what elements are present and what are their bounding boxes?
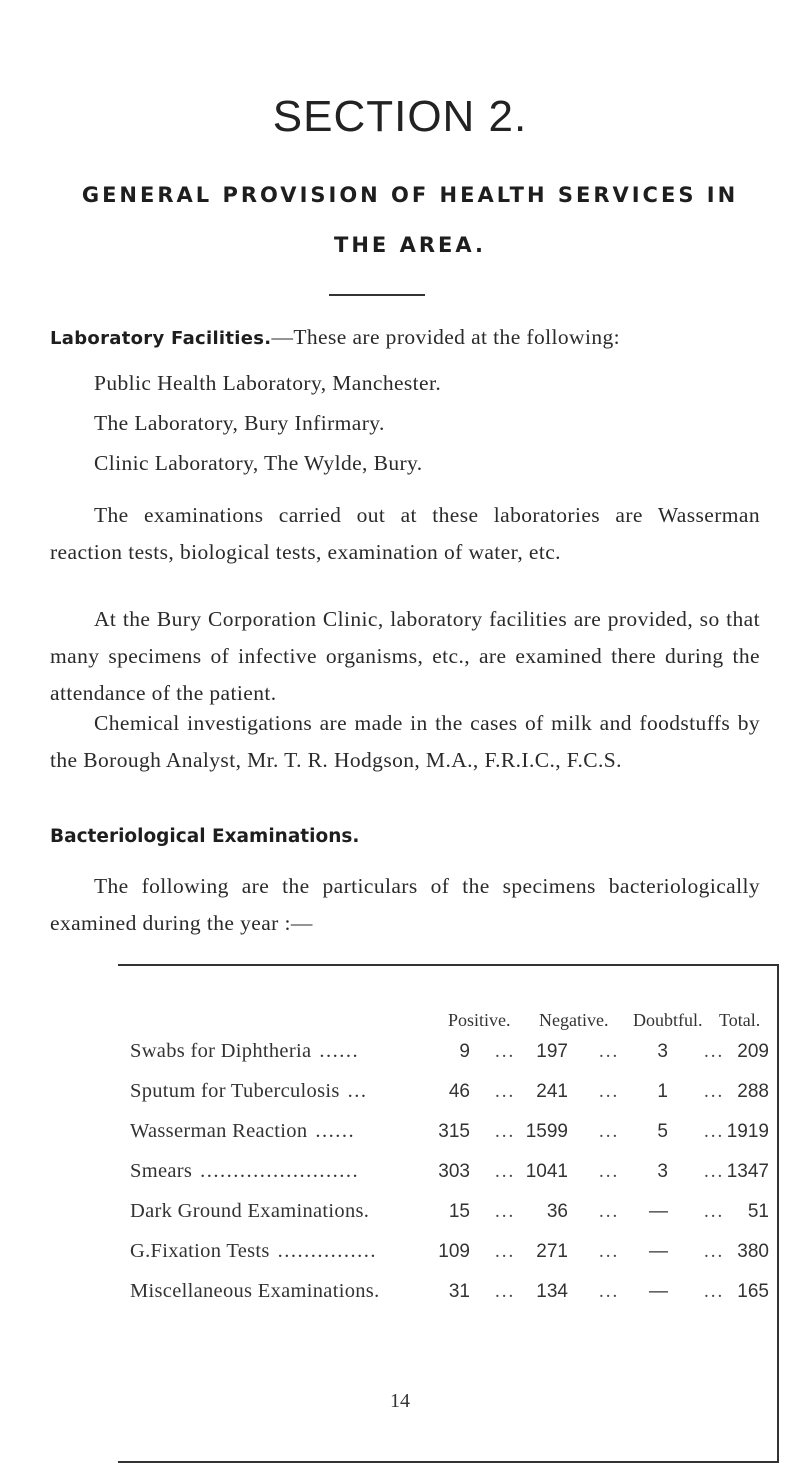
leader-dots: ... — [495, 1041, 516, 1062]
lab-item: Clinic Laboratory, The Wylde, Bury. — [94, 451, 423, 475]
leader-dots: ... — [704, 1281, 725, 1302]
col-header-doubtful: Doubtful. — [633, 1010, 703, 1030]
cell-negative: 1599 — [525, 1121, 568, 1142]
cell-negative: 197 — [536, 1041, 568, 1062]
leader-dots: ... — [704, 1201, 725, 1222]
leader-dots: ... — [704, 1241, 725, 1262]
laboratory-facilities-heading: Laboratory Facilities. — [50, 328, 272, 349]
cell-positive: 31 — [448, 1281, 470, 1302]
row-label-text: Wasserman Reaction — [130, 1120, 308, 1142]
cell-total: 1347 — [726, 1161, 769, 1182]
cell-negative: 1041 — [525, 1161, 568, 1182]
row-label-text: Smears — [130, 1160, 193, 1182]
leader-dots: ... — [704, 1161, 725, 1182]
col-header-positive: Positive. — [448, 1010, 511, 1030]
row-label — [130, 1200, 377, 1223]
leader-dots: ... — [495, 1201, 516, 1222]
cell-doubtful: 3 — [657, 1041, 668, 1062]
cell-total: 380 — [737, 1241, 769, 1262]
page-heading-line-2: THE AREA. — [334, 233, 486, 257]
leader-dots: ... — [495, 1081, 516, 1102]
row-label — [130, 1280, 388, 1303]
cell-positive: 109 — [438, 1241, 470, 1262]
row-leader-dots: ............... — [277, 1240, 378, 1262]
paragraph-chemical: Chemical investigations are made in the cases of milk and foodstuffs by the Borough Analyst, Mr. T. R. Hodgson, M.A., F.R.I.C., F.C.S. — [50, 711, 760, 772]
cell-total: 165 — [737, 1281, 769, 1302]
section-title: SECTION 2. — [272, 92, 528, 141]
row-label — [130, 1120, 355, 1143]
leader-dots: ... — [599, 1081, 620, 1102]
row-leader-dots: ... — [347, 1080, 368, 1102]
row-label — [130, 1080, 368, 1103]
page-number: 14 — [390, 1390, 410, 1412]
laboratory-facilities-intro — [50, 319, 760, 357]
leader-dots: ... — [599, 1201, 620, 1222]
leader-dots: ... — [495, 1241, 516, 1262]
leader-dots: ... — [599, 1241, 620, 1262]
leader-dots: ... — [495, 1281, 516, 1302]
leader-dots: ... — [599, 1121, 620, 1142]
bacteriological-intro: The following are the particulars of the specimens bacteriologically examined during the year :— — [50, 874, 760, 935]
cell-total: 209 — [737, 1041, 769, 1062]
row-label-text: G.Fixation Tests — [130, 1240, 270, 1262]
row-leader-dots: ........................ — [200, 1160, 360, 1182]
cell-doubtful: — — [649, 1201, 668, 1222]
leader-dots: ... — [495, 1121, 516, 1142]
leader-dots: ... — [704, 1041, 725, 1062]
cell-negative: 36 — [546, 1201, 568, 1222]
cell-total: 288 — [737, 1081, 769, 1102]
cell-negative: 241 — [536, 1081, 568, 1102]
row-label-text: Sputum for Tuberculosis — [130, 1080, 340, 1102]
page-heading-line-1: GENERAL PROVISION OF HEALTH SERVICES IN — [81, 183, 739, 207]
leader-dots: ... — [599, 1041, 620, 1062]
paragraph-clinic: At the Bury Corporation Clinic, laboratory facilities are provided, so that many specimens of infective organisms, etc., are examined there during the attendance of the patient. — [50, 607, 760, 705]
row-label-text: Miscellaneous Examinations. — [130, 1280, 380, 1302]
lab-item: Public Health Laboratory, Manchester. — [94, 371, 442, 395]
cell-negative: 134 — [536, 1281, 568, 1302]
row-label — [130, 1040, 359, 1063]
lab-item: The Laboratory, Bury Infirmary. — [94, 411, 385, 435]
row-label — [130, 1240, 377, 1263]
cell-doubtful: 1 — [657, 1081, 668, 1102]
leader-dots: ... — [704, 1081, 725, 1102]
paragraph-examinations: The examinations carried out at these laboratories are Wasserman reaction tests, biological tests, examination of water, etc. — [50, 503, 760, 564]
cell-positive: 303 — [438, 1161, 470, 1182]
cell-positive: 9 — [459, 1041, 470, 1062]
cell-doubtful: 5 — [657, 1121, 668, 1142]
cell-doubtful: 3 — [657, 1161, 668, 1182]
leader-dots: ... — [495, 1161, 516, 1182]
row-label-text: Swabs for Diphtheria — [130, 1040, 312, 1062]
leader-dots: ... — [599, 1161, 620, 1182]
leader-dots: ... — [704, 1121, 725, 1142]
row-leader-dots: ...... — [315, 1120, 356, 1142]
cell-doubtful: — — [649, 1241, 668, 1262]
leader-dots: ... — [599, 1281, 620, 1302]
divider-rule — [329, 294, 425, 296]
row-label-text: Dark Ground Examinations. — [130, 1200, 370, 1222]
col-header-total: Total. — [719, 1010, 761, 1030]
row-leader-dots: ...... — [319, 1040, 360, 1062]
cell-positive: 46 — [448, 1081, 470, 1102]
cell-total: 51 — [747, 1201, 769, 1222]
cell-doubtful: — — [649, 1281, 668, 1302]
bacteriological-heading: Bacteriological Examinations. — [50, 826, 360, 847]
laboratory-facilities-text: —These are provided at the following: — [271, 325, 620, 349]
col-header-negative: Negative. — [539, 1010, 609, 1030]
row-label — [130, 1160, 359, 1183]
cell-positive: 315 — [438, 1121, 470, 1142]
cell-positive: 15 — [448, 1201, 470, 1222]
cell-total: 1919 — [726, 1121, 769, 1142]
cell-negative: 271 — [536, 1241, 568, 1262]
